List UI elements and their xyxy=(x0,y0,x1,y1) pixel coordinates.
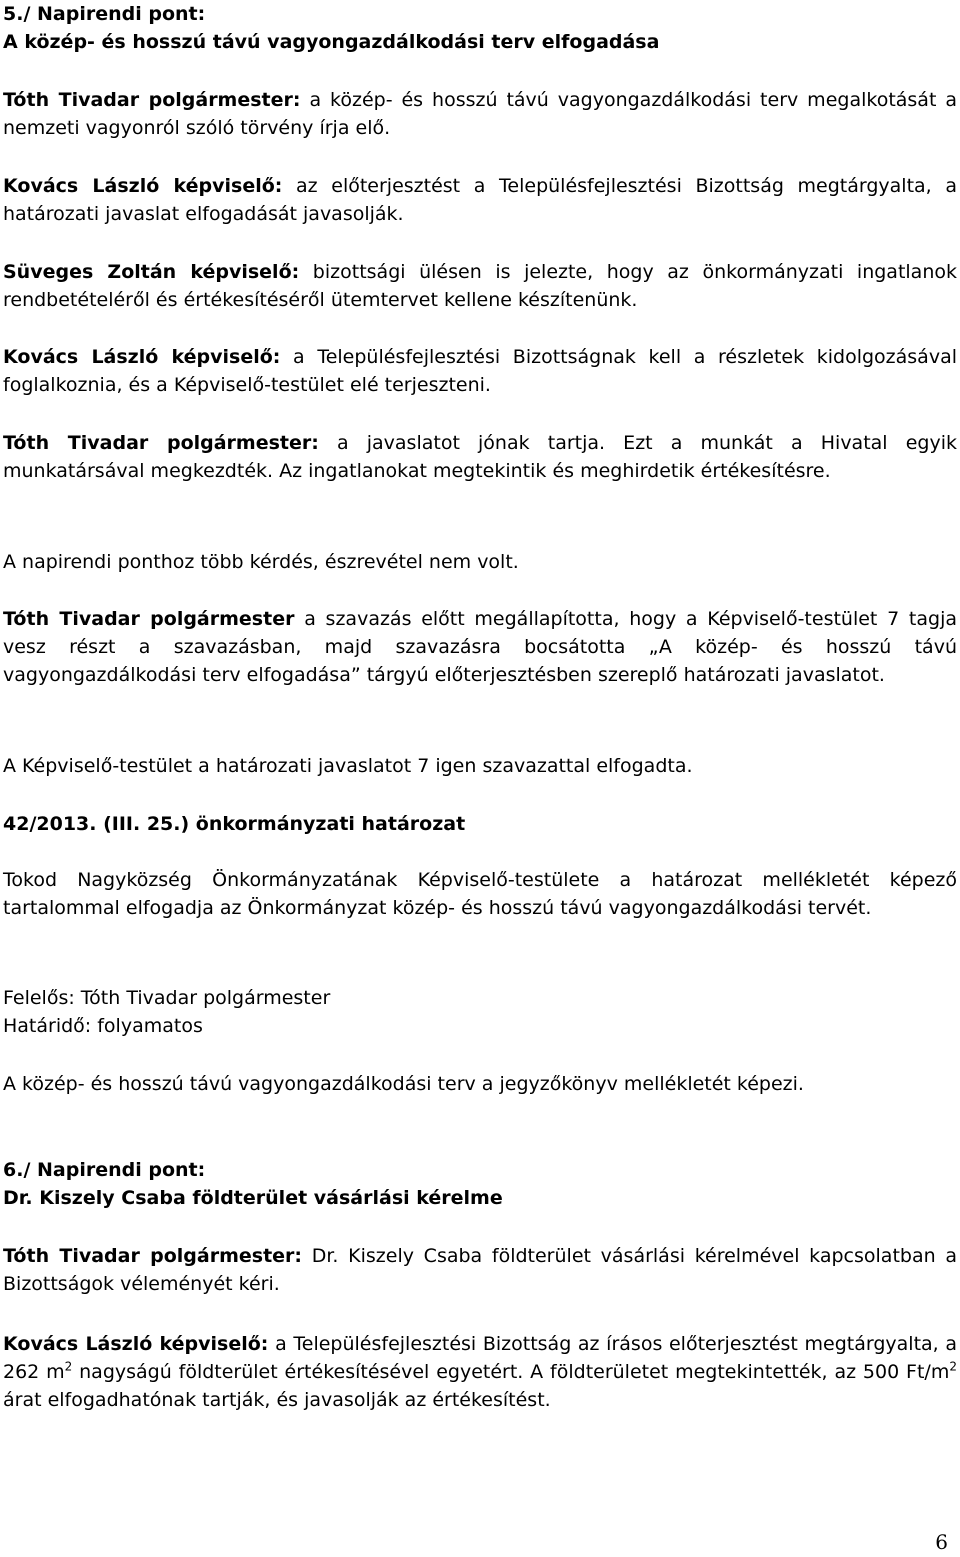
speaker: Kovács László képviselő: xyxy=(3,175,283,197)
superscript: 2 xyxy=(64,1359,73,1374)
paragraph xyxy=(3,1242,957,1298)
paragraph-text: A Képviselő-testület a határozati javaslatot 7 igen szavazattal elfogadta. xyxy=(3,755,693,777)
paragraph xyxy=(3,429,957,485)
speaker: Tóth Tivadar polgármester: xyxy=(3,432,319,454)
paragraph xyxy=(3,86,957,142)
resolution-text: Tokod Nagyközség Önkormányzatának Képviselő-testülete a határozat mellékletét képező tartalommal elfogadja az Önkormányzat közép- és hosszú távú vagyongazdálkodási tervét. xyxy=(3,869,957,919)
speaker: Tóth Tivadar polgármester: xyxy=(3,1245,303,1267)
section6-title: Dr. Kiszely Csaba földterület vásárlási kérelme xyxy=(3,1187,503,1209)
paragraph-text: az előterjesztést a Településfejlesztési Bizottság megtárgyalta, a határozati javaslat elfogadását javasolják. xyxy=(3,175,957,225)
paragraph-text: a közép- és hosszú távú vagyongazdálkodási terv megalkotását a nemzeti vagyonról szóló törvény írja elő. xyxy=(3,89,957,139)
paragraph-text: a javaslatot jónak tartja. Ezt a munkát a Hivatal egyik munkatársával megkezdték. Az ingatlanokat megtekintik és meghirdetik értékesítésre. xyxy=(3,432,957,482)
speaker: Tóth Tivadar polgármester xyxy=(3,608,295,630)
paragraph-text: nagyságú földterület értékesítésével egyetért. A földterületet megtekintették, az 500 Ft/m xyxy=(72,1361,950,1383)
paragraph-text: a szavazás előtt megállapította, hogy a Képviselő-testület 7 tagja vesz részt a szavazásban, majd szavazásra bocsátotta „A közép- és hosszú távú vagyongazdálkodási terv elfogadása” tárgyú előterjesztésben szereplő határozati javaslatot. xyxy=(3,608,957,686)
section5-number: 5./ Napirendi pont: xyxy=(3,3,206,25)
section5-title: A közép- és hosszú távú vagyongazdálkodási terv elfogadása xyxy=(3,31,660,53)
page-number: 6 xyxy=(935,1530,948,1554)
paragraph xyxy=(3,258,957,314)
speaker: Tóth Tivadar polgármester: xyxy=(3,89,301,111)
paragraph xyxy=(3,343,957,399)
paragraph-text: bizottsági ülésen is jelezte, hogy az önkormányzati ingatlanok rendbetételéről és értékesítéséről ütemtervet kellene készítenünk. xyxy=(3,261,957,311)
paragraph-text: árat elfogadhatónak tartják, és javasolják az értékesítést. xyxy=(3,1389,551,1411)
paragraph-text: a Településfejlesztési Bizottság az írásos előterjesztést megtárgyalta, a 262 m xyxy=(3,1333,958,1383)
attachment-note: A közép- és hosszú távú vagyongazdálkodási terv a jegyzőkönyv mellékletét képezi. xyxy=(3,1073,804,1095)
paragraph-text: a Településfejlesztési Bizottságnak kell a részletek kidolgozásával foglalkoznia, és a Képviselő-testület elé terjeszteni. xyxy=(3,346,957,396)
paragraph xyxy=(3,172,957,228)
responsible: Felelős: Tóth Tivadar polgármester xyxy=(3,987,331,1009)
speaker: Kovács László képviselő: xyxy=(3,1333,269,1355)
deadline: Határidő: folyamatos xyxy=(3,1015,203,1037)
paragraph xyxy=(3,605,957,689)
resolution-title: 42/2013. (III. 25.) önkormányzati határozat xyxy=(3,813,466,835)
speaker: Süveges Zoltán képviselő: xyxy=(3,261,300,283)
paragraph xyxy=(3,1330,957,1414)
superscript: 2 xyxy=(949,1359,957,1374)
paragraph xyxy=(3,752,957,780)
section6-number: 6./ Napirendi pont: xyxy=(3,1159,206,1181)
paragraph xyxy=(3,548,957,576)
speaker: Kovács László képviselő: xyxy=(3,346,281,368)
paragraph-text: Dr. Kiszely Csaba földterület vásárlási kérelmével kapcsolatban a Bizottságok véleményét kéri. xyxy=(3,1245,957,1295)
paragraph-text: A napirendi ponthoz több kérdés, észrevétel nem volt. xyxy=(3,551,519,573)
